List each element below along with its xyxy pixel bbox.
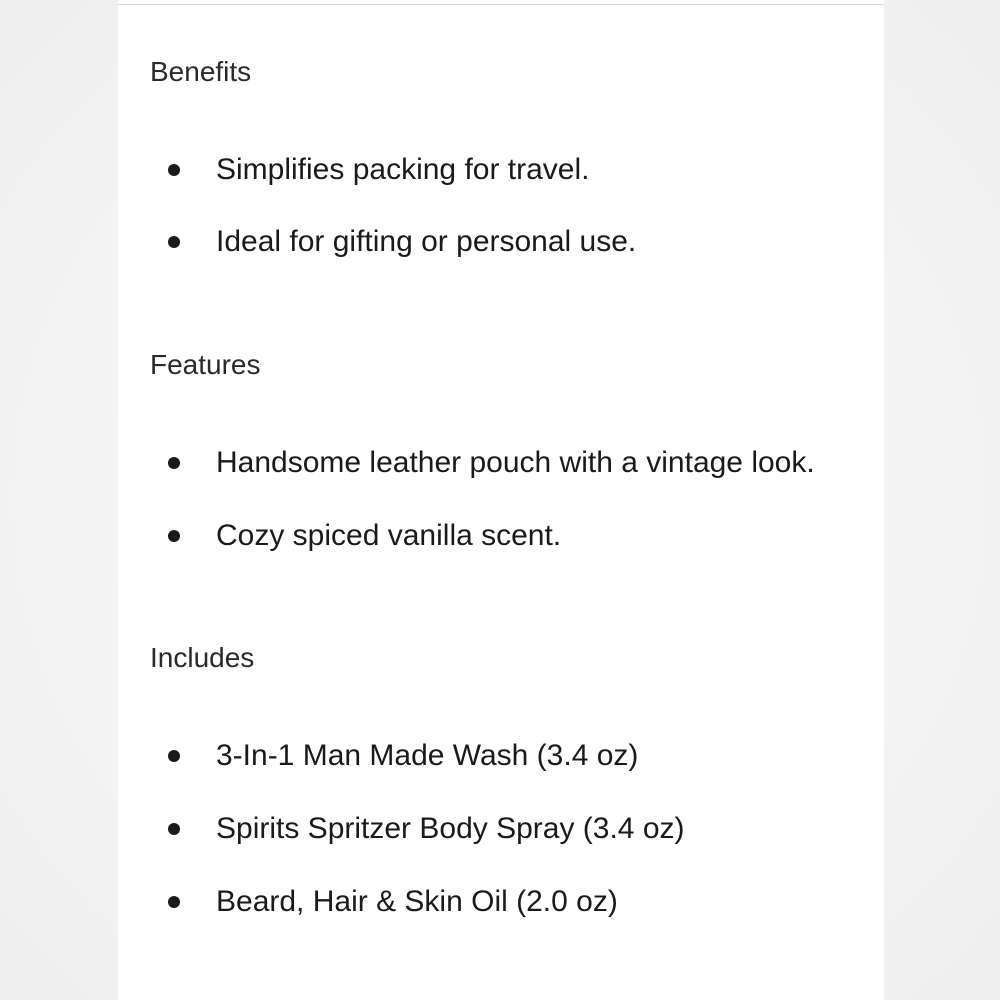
list-item-text: 3-In-1 Man Made Wash (3.4 oz) [216, 739, 639, 772]
bullet-icon [168, 530, 180, 542]
list-item [118, 882, 884, 922]
includes-heading: Includes [150, 642, 255, 673]
benefits-heading: Benefits [150, 56, 252, 87]
bullet-icon [168, 164, 180, 176]
list-item-text: Beard, Hair & Skin Oil (2.0 oz) [216, 885, 618, 918]
product-details-card [118, 0, 884, 1000]
bullet-icon [168, 236, 180, 248]
list-item-text: Simplifies packing for travel. [216, 153, 590, 186]
list-item [118, 516, 884, 556]
bullet-icon [168, 750, 180, 762]
list-item-text: Handsome leather pouch with a vintage look. [216, 446, 815, 479]
list-item [118, 150, 884, 190]
list-item [118, 736, 884, 776]
top-divider [118, 4, 884, 5]
bullet-icon [168, 896, 180, 908]
bullet-icon [168, 823, 180, 835]
list-item-text: Ideal for gifting or personal use. [216, 225, 637, 258]
list-item-text: Cozy spiced vanilla scent. [216, 519, 562, 552]
bullet-icon [168, 457, 180, 469]
list-item-text: Spirits Spritzer Body Spray (3.4 oz) [216, 812, 685, 845]
list-item [118, 222, 884, 262]
features-heading: Features [150, 349, 261, 380]
list-item [118, 443, 884, 483]
list-item [118, 809, 884, 849]
